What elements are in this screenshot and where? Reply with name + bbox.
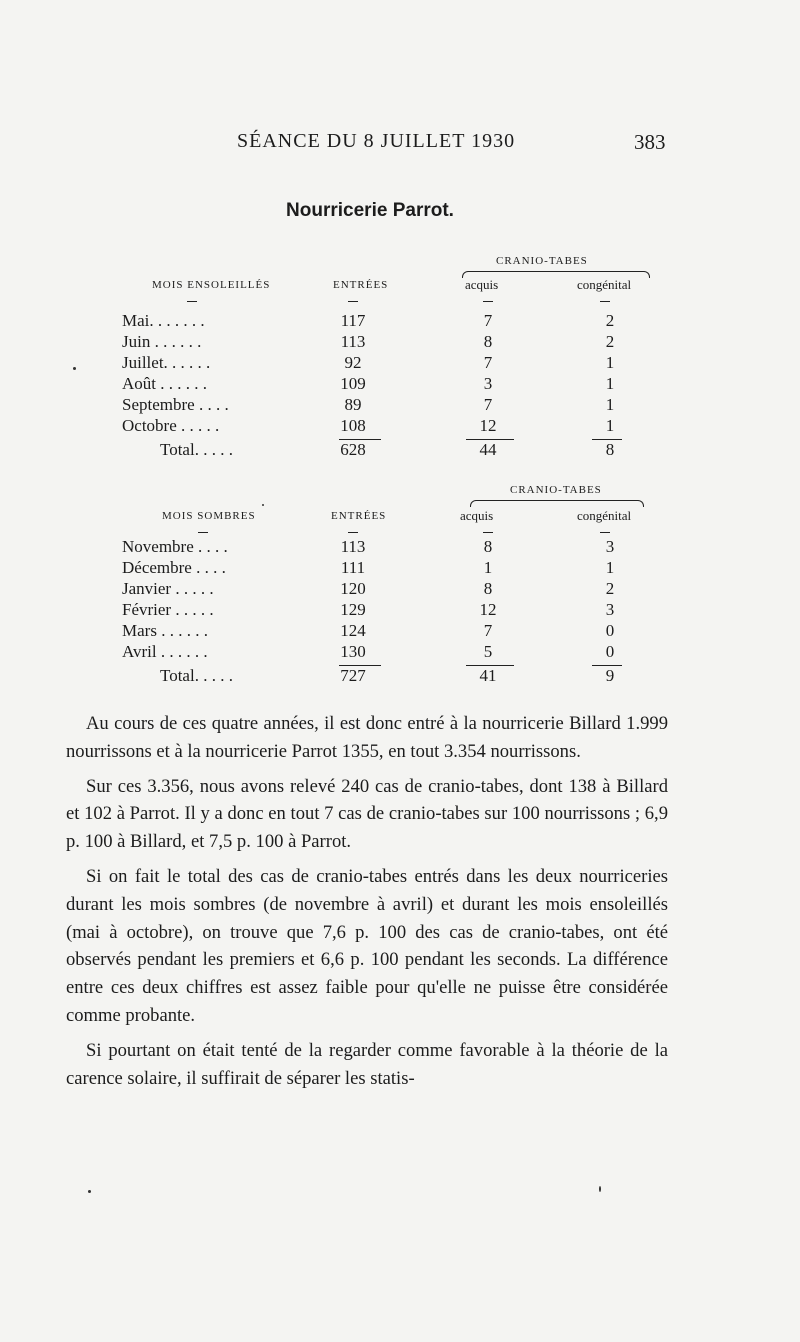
acquis-value: 5 bbox=[483, 642, 493, 661]
entries-value: 124 bbox=[340, 621, 366, 640]
acquis-value: 12 bbox=[479, 600, 497, 619]
entries-column-header: ENTRÉES bbox=[331, 510, 387, 522]
month-name: Août . . . . . . bbox=[122, 374, 207, 393]
header-dash bbox=[187, 301, 197, 302]
month-name: Octobre . . . . . bbox=[122, 416, 220, 435]
header-dash bbox=[348, 532, 358, 533]
congenital-value: 0 bbox=[605, 621, 615, 640]
congenital-value: 1 bbox=[605, 558, 615, 577]
paragraph: Sur ces 3.356, nous avons relevé 240 cas de cranio-tabes, dont 138 à Billard et 102 à Parrot. Il y a donc en tout 7 cas de cranio-tabes sur 100 nourrissons ; 6,9 p. 100 à Billard, et 7,5 p. 100 à Parrot. bbox=[66, 775, 668, 853]
total-entries-value: 628 bbox=[340, 440, 366, 459]
table-row bbox=[0, 395, 800, 417]
header-dash bbox=[348, 301, 358, 302]
print-speck bbox=[262, 504, 264, 506]
congenital-column-header: congénital bbox=[577, 508, 632, 523]
print-speck bbox=[73, 367, 76, 370]
total-acquis-value: 41 bbox=[479, 666, 497, 685]
table-row bbox=[0, 579, 800, 601]
table-row bbox=[0, 416, 800, 438]
table-row bbox=[0, 332, 800, 354]
congenital-value: 1 bbox=[605, 353, 615, 372]
congenital-value: 2 bbox=[605, 579, 615, 598]
entries-value: 111 bbox=[340, 558, 366, 577]
total-row bbox=[0, 440, 800, 462]
congenital-value: 1 bbox=[605, 374, 615, 393]
table-row bbox=[0, 353, 800, 375]
total-entries-value: 727 bbox=[340, 666, 366, 685]
entries-value: 117 bbox=[340, 311, 366, 330]
paragraph: Au cours de ces quatre années, il est donc entré à la nourricerie Billard 1.999 nourrissons et à la nourricerie Parrot 1355, en tout 3.354 nourrissons. bbox=[66, 713, 668, 762]
total-label: Total. . . . . bbox=[160, 666, 233, 685]
group-brace bbox=[470, 500, 644, 507]
month-name: Mai. . . . . . . bbox=[122, 311, 205, 330]
month-name: Mars . . . . . . bbox=[122, 621, 208, 640]
month-column-header: MOIS SOMBRES bbox=[162, 510, 256, 522]
print-speck bbox=[599, 1186, 601, 1192]
month-name: Janvier . . . . . bbox=[122, 579, 214, 598]
total-label: Total. . . . . bbox=[160, 440, 233, 459]
month-name: Février . . . . . bbox=[122, 600, 214, 619]
congenital-value: 1 bbox=[605, 416, 615, 435]
total-congenital-value: 9 bbox=[605, 666, 615, 685]
running-title: SÉANCE DU 8 JUILLET 1930 bbox=[237, 130, 516, 152]
paragraph: Si pourtant on était tenté de la regarder comme favorable à la théorie de la carence solaire, il suffirait de séparer les statis- bbox=[66, 1039, 668, 1089]
header-dash bbox=[600, 301, 610, 302]
acquis-value: 7 bbox=[483, 311, 493, 330]
congenital-value: 3 bbox=[605, 600, 615, 619]
congenital-value: 2 bbox=[605, 311, 615, 330]
table-row bbox=[0, 642, 800, 664]
month-name: Décembre . . . . bbox=[122, 558, 226, 577]
total-congenital-value: 8 bbox=[605, 440, 615, 459]
entries-column-header: ENTRÉES bbox=[333, 279, 389, 291]
acquis-value: 8 bbox=[483, 579, 493, 598]
entries-value: 120 bbox=[340, 579, 366, 598]
page-header bbox=[0, 130, 800, 160]
table-row bbox=[0, 600, 800, 622]
entries-value: 130 bbox=[340, 642, 366, 661]
entries-value: 113 bbox=[340, 537, 366, 556]
table-row bbox=[0, 537, 800, 559]
entries-value: 113 bbox=[340, 332, 366, 351]
month-name: Juillet. . . . . . bbox=[122, 353, 211, 372]
acquis-value: 1 bbox=[483, 558, 493, 577]
month-name: Juin . . . . . . bbox=[122, 332, 202, 351]
congenital-column-header: congénital bbox=[577, 277, 632, 292]
month-column-header: MOIS ENSOLEILLÉS bbox=[152, 279, 271, 291]
entries-value: 109 bbox=[340, 374, 366, 393]
acquis-value: 7 bbox=[483, 395, 493, 414]
page-number: 383 bbox=[634, 130, 666, 154]
acquis-value: 7 bbox=[483, 353, 493, 372]
table-row bbox=[0, 311, 800, 333]
total-acquis-value: 44 bbox=[479, 440, 497, 459]
group-label: CRANIO-TABES bbox=[510, 484, 602, 496]
header-dash bbox=[600, 532, 610, 533]
header-dash bbox=[483, 301, 493, 302]
header-dash bbox=[198, 532, 208, 533]
table-row bbox=[0, 558, 800, 580]
total-row bbox=[0, 666, 800, 688]
acquis-value: 8 bbox=[483, 537, 493, 556]
paragraph: Si on fait le total des cas de cranio-tabes entrés dans les deux nourriceries durant les mois sombres (de novembre à avril) et durant les mois ensoleillés (mai à octobre), on trouve que 7,6 p. 100 des cas de cranio-tabes, ont été observés pendant les premiers et 6,6 p. 100 pendant les seconds. La différence entre ces deux chiffres est assez faible pour qu'elle ne puisse être considérée comme probante. bbox=[66, 865, 668, 1026]
section-title: Nourricerie Parrot. bbox=[286, 200, 454, 221]
entries-value: 92 bbox=[344, 353, 362, 372]
entries-value: 108 bbox=[340, 416, 366, 435]
entries-value: 129 bbox=[340, 600, 366, 619]
acquis-value: 12 bbox=[479, 416, 497, 435]
table-row bbox=[0, 621, 800, 643]
header-dash bbox=[483, 532, 493, 533]
month-name: Septembre . . . . bbox=[122, 395, 229, 414]
acquis-column-header: acquis bbox=[460, 508, 494, 523]
entries-value: 89 bbox=[344, 395, 362, 414]
acquis-column-header: acquis bbox=[465, 277, 499, 292]
acquis-value: 3 bbox=[483, 374, 493, 393]
acquis-value: 7 bbox=[483, 621, 493, 640]
congenital-value: 3 bbox=[605, 537, 615, 556]
month-name: Avril . . . . . . bbox=[122, 642, 208, 661]
print-speck bbox=[88, 1190, 91, 1193]
congenital-value: 0 bbox=[605, 642, 615, 661]
acquis-value: 8 bbox=[483, 332, 493, 351]
table-row bbox=[0, 374, 800, 396]
month-name: Novembre . . . . bbox=[122, 537, 228, 556]
congenital-value: 2 bbox=[605, 332, 615, 351]
group-label: CRANIO-TABES bbox=[496, 255, 588, 267]
body-text bbox=[66, 710, 668, 1092]
congenital-value: 1 bbox=[605, 395, 615, 414]
